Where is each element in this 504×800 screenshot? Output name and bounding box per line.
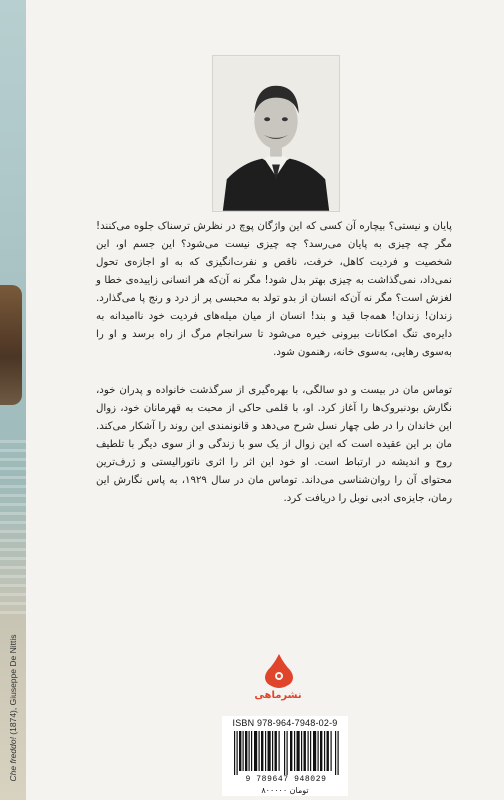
painting-figure [0, 285, 22, 405]
publisher-fish-logo-icon [256, 650, 302, 710]
painting-caption [2, 620, 24, 795]
blurb-quote-paragraph: پایان و نیستی؟ بیچاره آن کسی که این واژگان پوچ در نظرش ترسناک جلوه می‌کنند! مگر چه چیزی به پایان می‌رسد؟ چه چیزی نیست می‌شود؟ این جسم او، این شخصیت و فردیت کاهل، خرفت، ناقص و نفرت‌انگیزی که به او اجازه‌ی تحول نمی‌داد، نمی‌گذاشت به چیزی بهتر بدل شود! مگر نه آن‌که هر انسانی زاییده‌ی خطا و لغزش است؟ مگر نه آن‌که انسان از بدو تولد به محبسی پر از درد و رنج پا می‌گذارد. زندان! زندان! همه‌جا قید و بند! انسان از میان میله‌های فردیت خود ناامیدانه به دایره‌ی تنگ امکانات بیرونی خیره می‌شود تا سرانجام مرگ از راه برسد و او را به‌سوی رهایی، به‌سوی خانه، رهنمون شود. [96, 221, 452, 358]
blurb-about-paragraph: توماس مان در بیست و دو سالگی، با بهره‌گیری از سرگذشت خانواده و پدران خود، نگارش بودنبروک‌ها را آغاز کرد. او، با قلمی حاکی از محبت به قهرمانان خود، زوال این خاندان را در طی چهار نسل شرح می‌دهد و قانونمندی این روند را آشکار می‌کند. مان بر این عقیده است که این زوال از یک سو با زندگی و از سوی دیگر با تلطیف روح و اندیشه در ارتباط است. او خود این اثر را اثری ناتورالیستی و ژرف‌ترین محتوای آن را روان‌شناسی می‌داند. توماس مان در سال ۱۹۲۹، به پاس نگارش این رمان، جایزه‌ی ادبی نوبل را دریافت کرد. [96, 385, 452, 504]
price-label: ۸۰۰۰۰۰ تومان [261, 786, 309, 795]
author-portrait-image [213, 56, 339, 211]
isbn-number: ISBN 978-964-7948-02-9 [232, 718, 338, 728]
painting-sea [0, 440, 26, 620]
author-photo [212, 55, 340, 212]
isbn-barcode-block [222, 716, 348, 796]
barcode-icon [232, 731, 340, 775]
painting-title: Che freddo! [8, 736, 18, 781]
publisher-name: نشرماهی [254, 690, 302, 701]
barcode-digits: 9 789647 948029 [245, 775, 327, 784]
painting-credit: (1874), Giuseppe De Nittis [8, 634, 18, 737]
